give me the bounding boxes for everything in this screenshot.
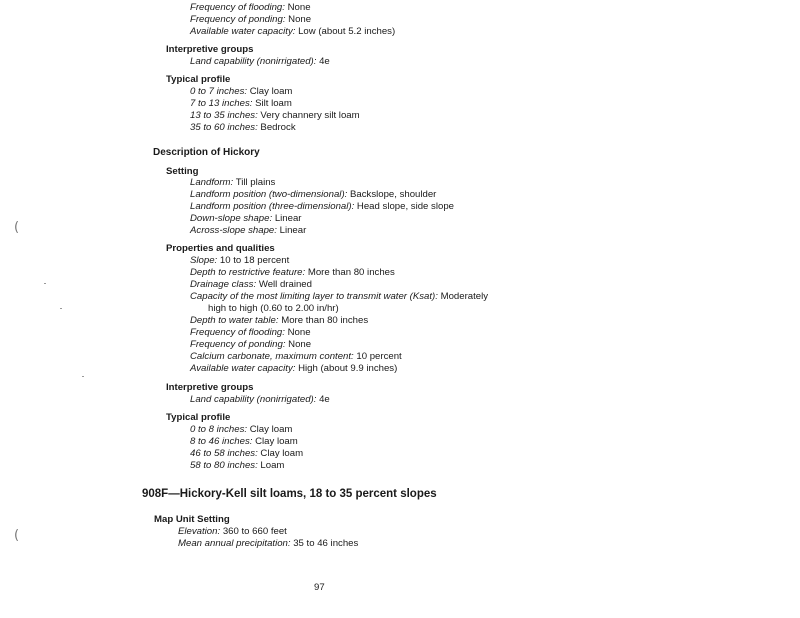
kell-profile-layer: 0 to 7 inches: Clay loam [190, 86, 293, 97]
hickory-ponding-line: Frequency of ponding: None [190, 339, 312, 350]
scan-speck [82, 376, 84, 377]
hickory-slope-line: Slope: 10 to 18 percent [190, 255, 290, 266]
hickory-description-heading: Description of Hickory [153, 147, 260, 158]
map-unit-title: 908F—Hickory-Kell silt loams, 18 to 35 percent slopes [142, 488, 437, 500]
hickory-across-slope-line: Across-slope shape: Linear [190, 225, 307, 236]
hickory-awc-line: Available water capacity: High (about 9.9 inches) [190, 363, 398, 374]
hickory-position-3d-line: Landform position (three-dimensional): Head slope, side slope [190, 201, 454, 212]
hickory-water-table-line: Depth to water table: More than 80 inches [190, 315, 369, 326]
hickory-position-2d-line: Landform position (two-dimensional): Backslope, shoulder [190, 189, 437, 200]
hickory-landform-line: Landform: Till plains [190, 177, 276, 188]
kell-awc-line: Available water capacity: Low (about 5.2 inches) [190, 26, 396, 37]
kell-interpretive-heading: Interpretive groups [166, 44, 254, 55]
kell-profile-layer: 35 to 60 inches: Bedrock [190, 122, 296, 133]
hickory-typical-profile-heading: Typical profile [166, 412, 231, 423]
map-unit-setting-heading: Map Unit Setting [154, 514, 230, 525]
hickory-drainage-line: Drainage class: Well drained [190, 279, 312, 290]
hickory-down-slope-line: Down-slope shape: Linear [190, 213, 302, 224]
hickory-profile-layer: 0 to 8 inches: Clay loam [190, 424, 293, 435]
kell-land-capability-line: Land capability (nonirrigated): 4e [190, 56, 330, 67]
hickory-profile-layer: 8 to 46 inches: Clay loam [190, 436, 298, 447]
scan-speck [44, 283, 46, 284]
scan-hole-mark: ( [14, 220, 20, 235]
kell-ponding-line: Frequency of ponding: None [190, 14, 312, 25]
hickory-land-capability-line: Land capability (nonirrigated): 4e [190, 394, 330, 405]
scan-hole-mark: ( [14, 528, 20, 543]
hickory-setting-heading: Setting [166, 166, 199, 177]
hickory-calcium-carbonate-line: Calcium carbonate, maximum content: 10 percent [190, 351, 402, 362]
hickory-profile-layer: 58 to 80 inches: Loam [190, 460, 285, 471]
kell-profile-layer: 13 to 35 inches: Very channery silt loam [190, 110, 360, 121]
hickory-flooding-line: Frequency of flooding: None [190, 327, 311, 338]
kell-profile-layer: 7 to 13 inches: Silt loam [190, 98, 292, 109]
hickory-properties-heading: Properties and qualities [166, 243, 275, 254]
kell-flooding-line: Frequency of flooding: None [190, 2, 311, 13]
map-unit-precipitation-line: Mean annual precipitation: 35 to 46 inches [178, 538, 359, 549]
scan-speck [60, 308, 62, 309]
kell-typical-profile-heading: Typical profile [166, 74, 231, 85]
hickory-ksat-line-continued: high to high (0.60 to 2.00 in/hr) [208, 303, 339, 314]
page-number: 97 [314, 582, 325, 593]
hickory-interpretive-heading: Interpretive groups [166, 382, 254, 393]
hickory-depth-restrictive-line: Depth to restrictive feature: More than 80 inches [190, 267, 395, 278]
hickory-profile-layer: 46 to 58 inches: Clay loam [190, 448, 304, 459]
map-unit-elevation-line: Elevation: 360 to 660 feet [178, 526, 287, 537]
hickory-ksat-line: Capacity of the most limiting layer to transmit water (Ksat): Moderately [190, 291, 489, 302]
